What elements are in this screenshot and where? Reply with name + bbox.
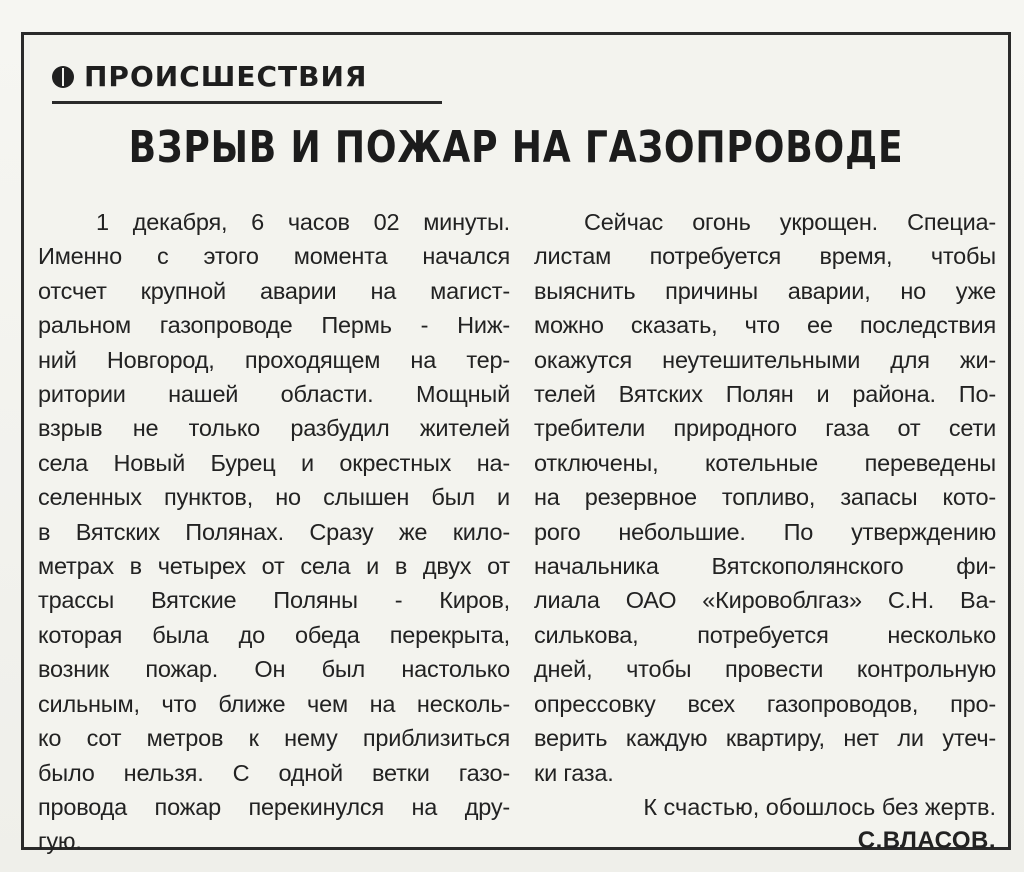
text-line: 1 декабря, 6 часов 02 минуты. — [96, 209, 510, 235]
text-line: которая была до обеда перекрыта, — [38, 621, 510, 648]
text-line: телей Вятских Полян и района. По- — [534, 381, 996, 408]
text-line: ки газа. — [534, 759, 614, 786]
section-rubric — [52, 61, 367, 93]
text-line: верить каждую квартиру, нет ли утеч- — [534, 725, 996, 752]
text-line: отсчет крупной аварии на магист- — [38, 277, 510, 304]
text-line: ральном газопроводе Пермь - Ниж- — [38, 312, 510, 339]
text-line: гую. — [38, 828, 82, 855]
text-line: было нельзя. С одной ветки газо- — [38, 759, 510, 786]
circle-bullet-icon — [52, 66, 74, 88]
article-frame — [21, 32, 1011, 855]
text-line: дней, чтобы провести контрольную — [534, 656, 996, 683]
text-line: Сейчас огонь укрощен. Специа- — [584, 209, 996, 235]
text-line: выяснить причины аварии, но уже — [534, 277, 996, 304]
text-line: в Вятских Полянах. Сразу же кило- — [38, 518, 510, 545]
closing-sentence: К счастью, обошлось без жертв. — [643, 793, 996, 820]
text-line: требители природного газа от сети — [534, 415, 996, 442]
text-line: силькова, потребуется несколько — [534, 621, 996, 648]
text-line: возник пожар. Он был настолько — [38, 656, 510, 683]
text-line: окажутся неутешительными для жи- — [534, 346, 996, 373]
text-line: рого небольшие. По утверждению — [534, 518, 996, 545]
text-line: можно сказать, что ее последствия — [534, 312, 996, 339]
article-headline: ВЗРЫВ И ПОЖАР НА ГАЗОПРОВОДЕ — [128, 122, 904, 173]
text-line: селенных пунктов, но слышен был и — [38, 484, 510, 511]
author-signature: С.ВЛАСОВ. — [857, 827, 996, 855]
text-line: провода пожар перекинулся на дру- — [38, 793, 510, 820]
right-column — [534, 205, 996, 859]
text-line: листам потребуется время, чтобы — [534, 243, 996, 270]
rubric-underline — [52, 101, 442, 104]
text-line: начальника Вятскополянского фи- — [534, 553, 996, 580]
text-line: сильным, что ближе чем на несколь- — [38, 690, 510, 717]
text-line: взрыв не только разбудил жителей — [38, 415, 510, 442]
rubric-title: ПРОИСШЕСТВИЯ — [84, 60, 368, 93]
text-line: на резервное топливо, запасы кото- — [534, 484, 996, 511]
text-line: трассы Вятские Поляны - Киров, — [38, 587, 510, 614]
text-line: Именно с этого момента начался — [38, 243, 510, 270]
text-line: лиала ОАО «Кировоблгаз» С.Н. Ва- — [534, 587, 996, 614]
text-line: села Новый Бурец и окрестных на- — [38, 449, 510, 476]
text-line: ритории нашей области. Мощный — [38, 381, 510, 408]
left-column — [38, 205, 510, 859]
text-line: ко сот метров к нему приблизиться — [38, 725, 510, 752]
text-line: опрессовку всех газопроводов, про- — [534, 690, 996, 717]
text-line: ний Новгород, проходящем на тер- — [38, 346, 510, 373]
text-line: отключены, котельные переведены — [534, 449, 996, 476]
text-line: метрах в четырех от села и в двух от — [38, 553, 510, 580]
